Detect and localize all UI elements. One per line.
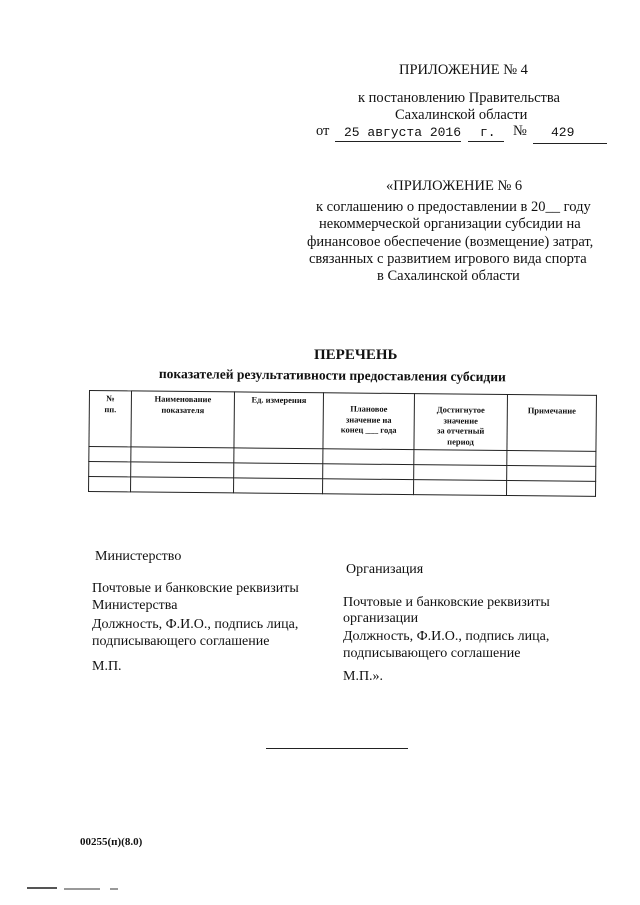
header-achieved-line4: период	[447, 436, 474, 447]
table-cell	[131, 462, 234, 478]
appendix6-line-4: в Сахалинской области	[377, 268, 520, 284]
table-cell	[89, 462, 131, 477]
ministry-position2: подписывающего соглашение	[92, 634, 270, 649]
appendix6-line-0: к соглашению о предоставлении в 20__ году	[316, 199, 591, 215]
table-cell	[323, 449, 414, 465]
appendix4-number-sign: №	[513, 123, 527, 139]
appendix4-line1: к постановлению Правительства	[358, 90, 560, 106]
appendix4-number-value: 429	[551, 125, 575, 140]
table-cell	[507, 466, 596, 482]
indicators-table	[88, 390, 597, 497]
organization-stamp: М.П.».	[343, 669, 384, 684]
header-note-line1: Примечание	[527, 405, 576, 416]
table-cell	[414, 450, 507, 466]
appendix6-line-3: связанных с развитием игрового вида спорта	[309, 251, 587, 267]
header-number-line1: №	[106, 393, 115, 404]
header-planned-line1: Плановое	[350, 403, 388, 414]
header-cell-note	[507, 395, 597, 452]
header-achieved-line3: за отчетный	[436, 425, 485, 437]
table-cell	[234, 463, 323, 479]
ministry-stamp: М.П.	[92, 659, 122, 674]
header-planned-line2: значение на	[345, 414, 392, 425]
appendix4-line2: Сахалинской области	[395, 107, 528, 123]
appendix4-year-suffix: г.	[480, 125, 496, 140]
scan-artifact	[64, 888, 100, 890]
table-cell	[507, 481, 596, 497]
table-cell	[89, 477, 131, 492]
header-name-line1: Наименование	[154, 393, 212, 405]
header-cell-unit	[234, 392, 324, 449]
scan-artifact	[110, 888, 118, 890]
header-cell-number	[89, 391, 132, 447]
table-header-row	[89, 391, 597, 452]
date-underline	[335, 141, 461, 142]
organization-position: Должность, Ф.И.О., подпись лица,	[343, 629, 550, 644]
header-cell-planned	[323, 393, 415, 450]
header-unit-line1: Ед. измерения	[251, 394, 307, 406]
table-cell	[323, 464, 414, 480]
list-heading: ПЕРЕЧЕНЬ	[314, 347, 398, 363]
appendix6-line-2: финансовое обеспечение (возмещение) затрат,	[307, 234, 594, 250]
table-cell	[507, 451, 596, 467]
organization-name: Организация	[346, 562, 424, 577]
document-code: 00255(п)(8.0)	[80, 836, 143, 848]
table-cell	[131, 477, 234, 493]
table-cell	[234, 448, 323, 464]
ministry-details: Почтовые и банковские реквизиты	[92, 581, 299, 596]
separator-line	[266, 748, 408, 749]
header-cell-achieved	[414, 394, 508, 451]
header-achieved-line2: значение	[443, 415, 478, 426]
header-number-line2: пп.	[104, 403, 117, 414]
appendix4-date-value: 25 августа 2016	[344, 125, 462, 140]
header-name-line2: показателя	[161, 404, 205, 415]
appendix4-date-prefix: от	[316, 123, 330, 139]
header-planned-line3: конец ___ года	[340, 424, 397, 436]
appendix6-line-1: некоммерческой организации субсидии на	[319, 216, 581, 232]
header-cell-name	[131, 391, 235, 448]
table-cell	[89, 447, 131, 462]
ministry-details2: Министерства	[92, 598, 178, 613]
appendix6-title: «ПРИЛОЖЕНИЕ № 6	[386, 178, 523, 194]
header-achieved-line1: Достигнутое	[436, 404, 485, 415]
organization-position2: подписывающего соглашение	[343, 646, 521, 661]
scan-artifact	[27, 887, 57, 889]
table-cell	[414, 465, 507, 481]
table-cell	[234, 478, 323, 494]
number-underline	[533, 143, 607, 144]
table-cell	[414, 480, 507, 496]
table-cell	[323, 479, 414, 495]
list-subheading: показателей результативности предоставления субсидии	[158, 366, 506, 385]
appendix4-title: ПРИЛОЖЕНИЕ № 4	[399, 62, 528, 78]
year-underline	[468, 141, 504, 142]
organization-details2: организации	[343, 611, 419, 626]
table-cell	[131, 447, 234, 463]
ministry-name: Министерство	[95, 549, 182, 564]
organization-details: Почтовые и банковские реквизиты	[343, 595, 550, 610]
ministry-position: Должность, Ф.И.О., подпись лица,	[92, 617, 299, 632]
